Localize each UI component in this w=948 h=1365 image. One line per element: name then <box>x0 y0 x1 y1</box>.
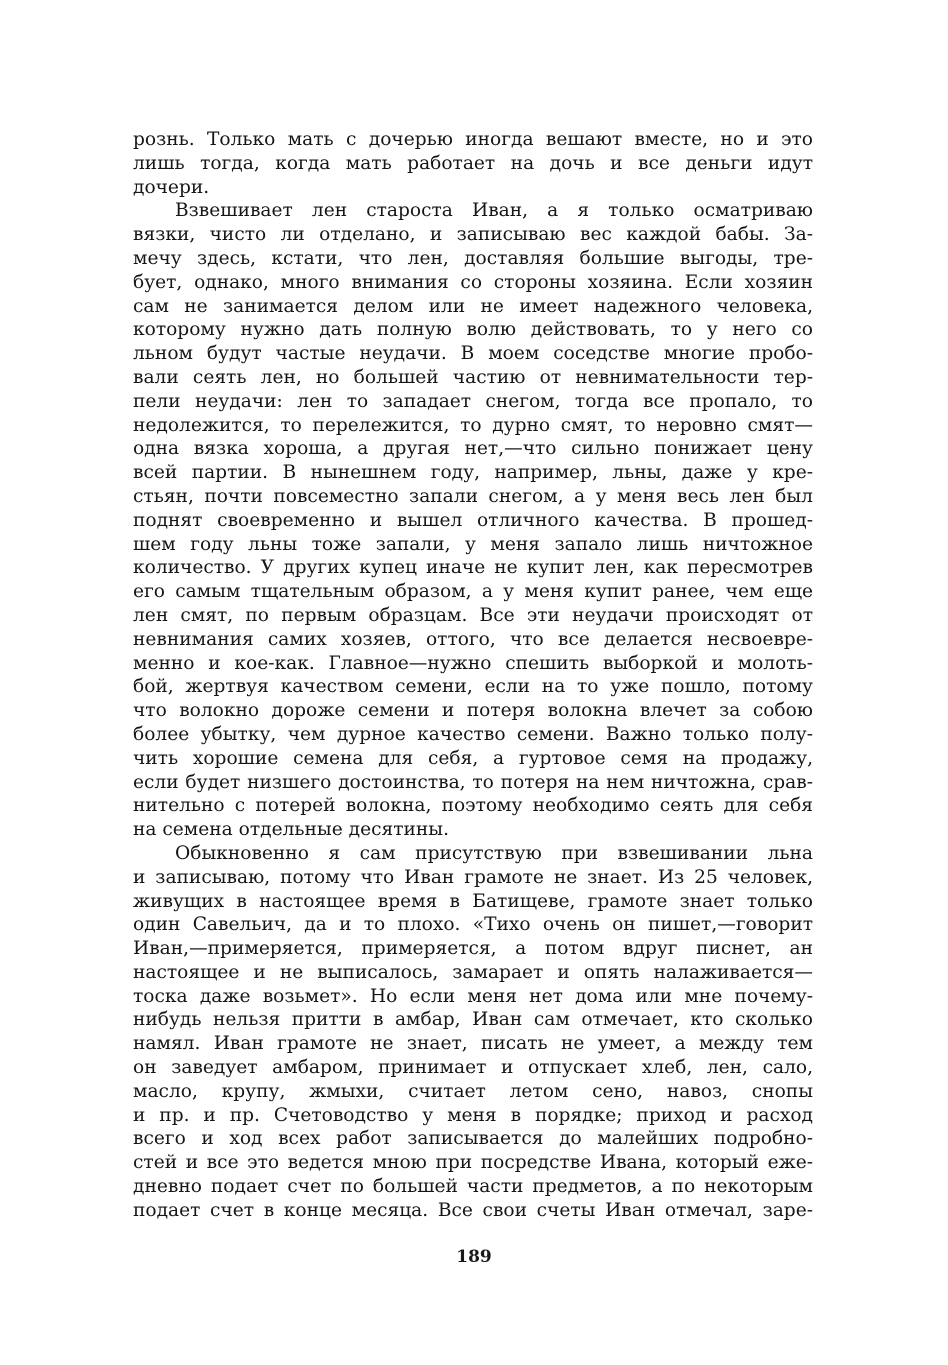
text-line: количество. У других купец иначе не купит лен, как пересмотрев <box>133 557 813 579</box>
text-line: настоящее и не выписалось, замарает и опять налаживается— <box>133 961 813 983</box>
text-line: Обыкновенно я сам присутствую при взвешивании льна <box>175 842 813 864</box>
text-line: один Савельич, да и то плохо. «Тихо очень он пишет,—говорит <box>133 914 813 936</box>
text-line: масло, крупу, жмыхи, считает летом сено, навоз, снопы <box>133 1080 813 1102</box>
text-line: дневно подает счет по большей части предметов, а по некоторым <box>133 1176 813 1198</box>
text-line: он заведует амбаром, принимает и отпускает хлеб, лен, сало, <box>133 1057 813 1079</box>
text-line: нительно с потерей волокна, поэтому необходимо сеять для себя <box>133 795 813 817</box>
text-line: тоска даже возьмет». Но если меня нет дома или мне почему- <box>133 985 813 1007</box>
text-line: бует, однако, много внимания со стороны хозяина. Если хозяин <box>133 271 813 293</box>
page-number: 189 <box>456 1247 492 1267</box>
text-line: намял. Иван грамоте не знает, писать не умеет, а между тем <box>133 1033 813 1055</box>
text-line: чить хорошие семена для себя, а гуртовое семя на продажу, <box>133 747 813 769</box>
text-line: более убытку, чем дурное качество семени. Важно только полу- <box>133 723 813 745</box>
text-line: вязки, чисто ли отделано, и записываю вес каждой бабы. За- <box>133 224 813 246</box>
text-line: пели неудачи: лен то западает снегом, тогда все пропало, то <box>133 390 813 412</box>
text-line: его самым тщательным образом, а у меня купит ранее, чем еще <box>133 581 813 603</box>
text-line: менно и кое-как. Главное—нужно спешить выборкой и молоть- <box>133 652 813 674</box>
text-line: рознь. Только мать с дочерью иногда вешают вместе, но и это <box>133 129 813 150</box>
text-line: живущих в настоящее время в Батищеве, грамоте знает только <box>133 890 813 912</box>
text-line: всей партии. В нынешнем году, например, льны, даже у кре- <box>133 462 813 484</box>
text-line: шем году льны тоже запали, у меня запало лишь ничтожное <box>133 533 813 555</box>
text-line: и пр. и пр. Счетоводство у меня в порядке; приход и расход <box>133 1104 813 1126</box>
text-line: недолежится, то перележится, то дурно смят, то неровно смят— <box>133 414 813 436</box>
paragraph-1 <box>133 128 813 199</box>
text-line: льном будут частые неудачи. В моем соседстве многие пробо- <box>133 343 813 365</box>
text-line: на семена отдельные десятины. <box>133 819 450 841</box>
text-line: лен смят, по первым образцам. Все эти неудачи происходят от <box>133 604 813 626</box>
text-line: бой, жертвуя качеством семени, если на то уже пошло, потому <box>133 676 813 698</box>
text-line: лишь тогда, когда мать работает на дочь и все деньги идут <box>133 152 813 174</box>
text-line: невнимания самих хозяев, оттого, что все делается несвоевре- <box>133 628 813 650</box>
text-line: сам не занимается делом или не имеет надежного человека, <box>133 295 813 317</box>
text-line: что волокно дороже семени и потеря волокна влечет за собою <box>133 700 813 722</box>
text-line: стей и все это ведется мною при посредстве Ивана, который еже- <box>133 1152 813 1174</box>
text-line: дочери. <box>133 176 210 198</box>
text-line: Иван,—примеряется, примеряется, а потом вдруг писнет, ан <box>133 938 813 960</box>
text-line: которому нужно дать полную волю действовать, то у него со <box>133 319 813 341</box>
text-line: мечу здесь, кстати, что лен, доставляя большие выгоды, тре- <box>133 247 813 269</box>
text-line: Взвешивает лен староста Иван, а я только осматриваю <box>175 200 813 222</box>
text-line: поднят своевременно и вышел отличного качества. В прошед- <box>133 509 813 531</box>
text-line: подает счет в конце месяца. Все свои счеты Иван отмечал, заре- <box>133 1199 813 1221</box>
text-line: одна вязка хороша, а другая нет,—что сильно понижает цену <box>133 438 813 460</box>
body-text <box>133 128 813 1223</box>
text-line: стьян, почти повсеместно запали снегом, а у меня весь лен был <box>133 485 813 507</box>
paragraph-3 <box>133 842 813 1223</box>
text-line: всего и ход всех работ записывается до малейших подробно- <box>133 1128 813 1150</box>
text-line: нибудь нельзя притти в амбар, Иван сам отмечает, кто сколько <box>133 1009 813 1031</box>
text-line: и записываю, потому что Иван грамоте не знает. Из 25 человек, <box>133 866 813 888</box>
text-line: вали сеять лен, но большей частию от невнимательности тер- <box>133 366 813 388</box>
text-line: если будет низшего достоинства, то потеря на нем ничтожна, срав- <box>133 771 813 793</box>
paragraph-2 <box>133 199 813 842</box>
